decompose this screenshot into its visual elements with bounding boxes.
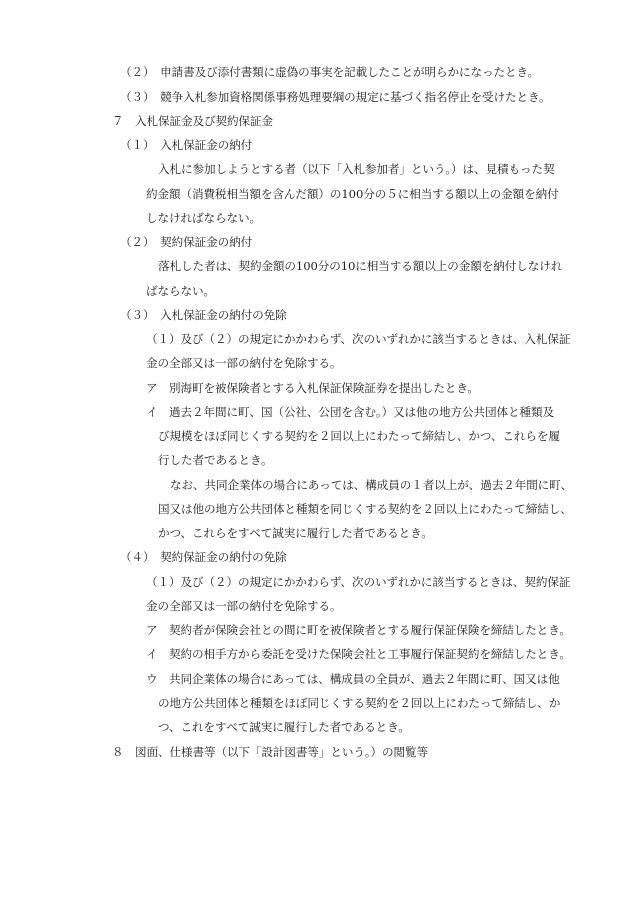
clause-2-2: （２） 申請書及び添付書類に虚偽の事実を記載したことが明らかになったとき。: [120, 65, 540, 79]
list-item-continuation: び規模をほぼ同じくする契約を２回以上にわたって締結し、かつ、これらを履: [158, 429, 560, 443]
note-paragraph-line: 国又は他の地方公共団体と種類を同じくする契約を２回以上にわたって締結し、: [158, 502, 572, 516]
list-item-u: ウ 共同企業体の場合にあっては、構成員の全員が、過去２年間に町、国又は他: [146, 672, 560, 686]
list-item-a: ア 契約者が保険会社との間に町を被保険者とする履行保証保険を締結したとき。: [146, 623, 571, 637]
paragraph-line: ばならない。: [146, 284, 215, 298]
section-7-heading: ７ 入札保証金及び契約保証金: [112, 114, 273, 128]
paragraph-line: （１）及び（２）の規定にかかわらず、次のいずれかに該当するときは、契約保証: [146, 575, 571, 589]
list-item-i: イ 契約の相手方から委託を受けた保険会社と工事履行保証契約を締結したとき。: [146, 647, 571, 661]
subsection-7-3-heading: （３） 入札保証金の納付の免除: [120, 308, 287, 322]
list-item-continuation: つ、これをすべて誠実に履行した者であるとき。: [158, 720, 410, 734]
list-item-i: イ 過去２年間に町、国（公社、公団を含む。）又は他の地方公共団体と種類及: [146, 405, 554, 419]
paragraph-line: 落札した者は、契約金額の100分の10に相当する額以上の金額を納付しなけれ: [158, 259, 563, 273]
paragraph-line: 入札に参加しようとする者（以下「入札参加者」という。）は、見積もった契: [158, 162, 555, 176]
paragraph-line: 約金額（消費税相当額を含んだ額）の100分の５に相当する額以上の金額を納付: [146, 187, 559, 201]
subsection-7-2-heading: （２） 契約保証金の納付: [120, 235, 253, 249]
note-paragraph-line: かつ、これらをすべて誠実に履行した者であるとき。: [158, 526, 433, 540]
paragraph-line: 金の全部又は一部の納付を免除する。: [146, 356, 342, 370]
paragraph-line: （１）及び（２）の規定にかかわらず、次のいずれかに該当するときは、入札保証: [146, 332, 571, 346]
paragraph-line: しなければならない。: [146, 211, 261, 225]
subsection-7-1-heading: （１） 入札保証金の納付: [120, 138, 253, 152]
note-paragraph-line: なお、共同企業体の場合にあっては、構成員の１者以上が、過去２年間に町、: [170, 478, 573, 492]
paragraph-line: 金の全部又は一部の納付を免除する。: [146, 599, 342, 613]
list-item-continuation: の地方公共団体と種類をほぼ同じくする契約を２回以上にわたって締結し、か: [158, 696, 561, 710]
list-item-continuation: 行した者であるとき。: [158, 453, 273, 467]
clause-2-3: （３） 競争入札参加資格関係事務処理要綱の規定に基づく指名停止を受けたとき。: [120, 90, 551, 104]
subsection-7-4-heading: （４） 契約保証金の納付の免除: [120, 550, 287, 564]
section-8-heading: ８ 図面、仕様書等（以下「設計図書等」という。）の閲覧等: [112, 745, 429, 759]
list-item-a: ア 別海町を被保険者とする入札保証保険証券を提出したとき。: [146, 381, 479, 395]
